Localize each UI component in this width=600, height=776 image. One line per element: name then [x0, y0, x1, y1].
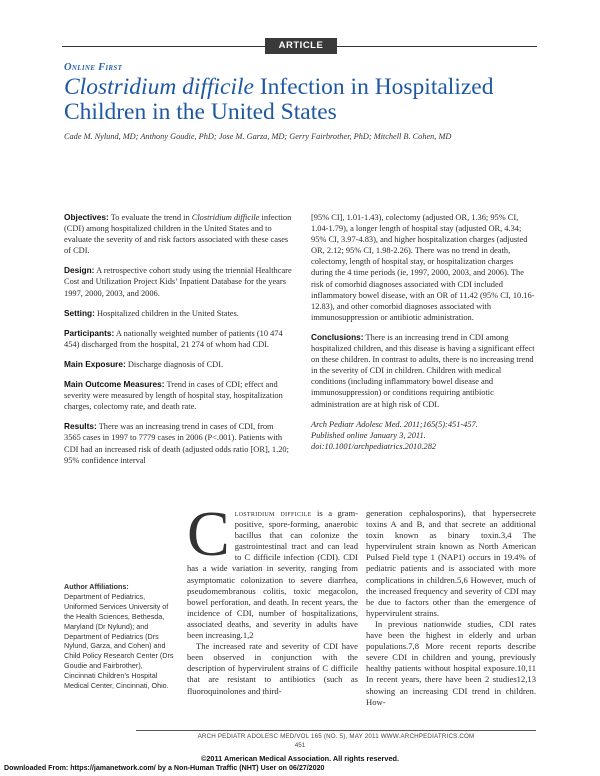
abstract-results [64, 421, 292, 465]
outcomes-label: Main Outcome Measures: [64, 379, 165, 390]
abstract-exposure [64, 359, 292, 370]
drop-cap: C [187, 498, 230, 569]
author-list: Cade M. Nylund, MD; Anthony Goudie, PhD; Jose M. Garza, MD; Gerry Fairbrother, PhD; Mitchell B. Cohen, MD [64, 132, 452, 141]
setting-text: Hospitalized children in the United States. [96, 308, 239, 318]
footer-rule [136, 730, 536, 731]
body-paragraph-2: The increased rate and severity of CDI have been observed in conjunction with the description of hypervirulent strains of C difficile that are resistant to antibiotics (such as fluoroquinolones and third- [187, 641, 358, 696]
affiliations-label: Author Affiliations: [64, 582, 129, 591]
body-column-2 [366, 508, 536, 708]
abstract-outcomes [64, 379, 292, 412]
objectives-organism: Clostridium difficile [191, 213, 260, 222]
design-text: A retrospective cohort study using the triennial Healthcare Cost and Utilization Project Kids’ Inpatient Database for the years 1997, 2000, 2003, and 2006. [64, 266, 292, 298]
abstract-left-column [64, 212, 292, 475]
objectives-text-a: To evaluate the trend in [110, 213, 190, 222]
intro-text: is a gram-positive, spore-forming, anaerobic bacillus that can colonize the gastrointestinal tract and can lead to C difficile infection (CDI). CDI has a wide variation in severity, ranging from asymptomatic colonization to severe diarrhea, pseudomembranous colitis, toxic megacolon, bowel perforation, and death. In recent years, the incidence of CDI, number of hospitalizations, associated deaths, and severity in adults have been increasing.1,2 [187, 508, 358, 641]
affiliations-text: Department of Pediatrics, Uniformed Services University of the Health Sciences, Bethesda, Maryland (Dr Nylund); and Department of Pediatrics (Drs Nylund, Garza, and Cohen) and Child Policy Research Center (Drs Goudie and Fairbrother), Cincinnati Children’s Hospital Medical Center, Cincinnati, Ohio. [64, 591, 174, 691]
citation-doi[interactable]: doi:10.1001/archpediatrics.2010.282 [311, 441, 437, 451]
results-text: There was an increasing trend in cases of CDI, from 3565 cases in 1997 to 7779 cases in 2006 (P<.001). Patients with CDI had an increased risk of death (adjusted odds ratio [OR], 1.20; 95% confidence interval [64, 422, 289, 465]
citation-block [311, 419, 537, 452]
conclusions-label: Conclusions: [311, 331, 364, 342]
body-column-1 [187, 498, 358, 697]
title-rest: Infection in Hospitalized Children in the United States [64, 74, 494, 125]
abstract-conclusions [311, 332, 537, 410]
abstract-design [64, 265, 292, 298]
body-paragraph-4: In previous nationwide studies, CDI rates have been the highest in elderly and urban populations.7,8 More recent reports describe severe CDI in children and young, previously healthy patients without hospital exposure.10,11 In recent years, there have been 2 studies12,13 showing an increasing CDI trend in children. How- [366, 618, 536, 707]
design-label: Design: [64, 265, 95, 276]
abstract-results-continued: [95% CI], 1.01-1.43), colectomy (adjusted OR, 1.36; 95% CI, 1.04-1.79), a longer length of hospital stay (adjusted OR, 4.34; 95% CI, 3.97-4.83), and higher hospitalization charges (adjusted OR, 2.12; 95% CI, 1.98-2.26). There was no trend in death, colectomy, length of hospital stay, or hospitalization charges during the 4 time periods (ie, 1997, 2000, 2003, and 2006). The risk of comorbid diagnoses associated with CDI included inflammatory bowel disease, with an OR of 11.42 (95% CI, 10.16-12.83), and other comorbid diagnoses associated with immunosuppression or antibiotic administration. [311, 213, 535, 322]
setting-label: Setting: [64, 307, 95, 318]
exposure-text: Discharge diagnosis of CDI. [127, 359, 224, 369]
download-notice: Downloaded From: https://jamanetwork.com/ by a Non-Human Traffic (NHT) User on 06/27/2020 [4, 764, 325, 772]
author-affiliations [64, 582, 176, 691]
citation-published: Published online January 3, 2011. [311, 430, 426, 440]
running-footer: ARCH PEDIATR ADOLESC MED/VOL 165 (NO. 5), MAY 2011 WWW.ARCHPEDIATRICS.COM [197, 733, 475, 740]
body-intro-paragraph [187, 498, 358, 641]
body-paragraph-3: generation cephalosporins), that hypersecrete toxins A and B, and that secrete an additional toxin known as binary toxin.3,4 The hypervirulent strain known as North American Pulsed Field type 1 (NAP1) occurs in 19.4% of pediatric patients and is associated with more complications in children.5,6 However, much of the increased frequency and severity of CDI may be due to factors other than the emergence of hypervirulent strains. [366, 508, 536, 618]
conclusions-text: There is an increasing trend in CDI among hospitalized children, and this disease is having a significant effect on these children. In contrast to adults, there is no increasing trend in the severity of CDI in children. Children with medical conditions (including inflammatory bowel disease and immunosuppression) or conditions requiring antibiotic administration are at high risk of CDI. [311, 332, 535, 409]
exposure-label: Main Exposure: [64, 358, 126, 369]
abstract-participants [64, 328, 292, 350]
article-title [64, 75, 534, 125]
abstract-setting [64, 308, 292, 319]
abstract-objectives [64, 212, 292, 256]
article-type-badge: ARTICLE [265, 38, 337, 54]
outcomes-text: Trend in cases of CDI; effect and severity were measured by length of hospital stay, hospitalization charges, colectomy rate, and death rate. [64, 380, 283, 412]
participants-label: Participants: [64, 327, 115, 338]
page-number: 451 [294, 742, 306, 749]
citation-journal: Arch Pediatr Adolesc Med. 2011;165(5):451-457. [311, 419, 478, 429]
abstract-right-column [311, 212, 537, 461]
objectives-label: Objectives: [64, 212, 109, 222]
title-organism: Clostridium difficile [64, 74, 254, 100]
intro-smallcaps: lostridium difficile [234, 508, 312, 518]
objectives-text-b: infection (CDI) among hospitalized children in the United States and to evaluate the severity of and risk factors associated with these cases of CDI. [64, 213, 292, 256]
copyright-notice: ©2011 American Medical Association. All rights reserved. [200, 754, 399, 763]
section-label: Online First [64, 62, 123, 73]
participants-text: A nationally weighted number of patients (10 474 454) discharged from the hospital, 21 274 of whom had CDI. [64, 328, 283, 349]
results-label: Results: [64, 421, 97, 432]
